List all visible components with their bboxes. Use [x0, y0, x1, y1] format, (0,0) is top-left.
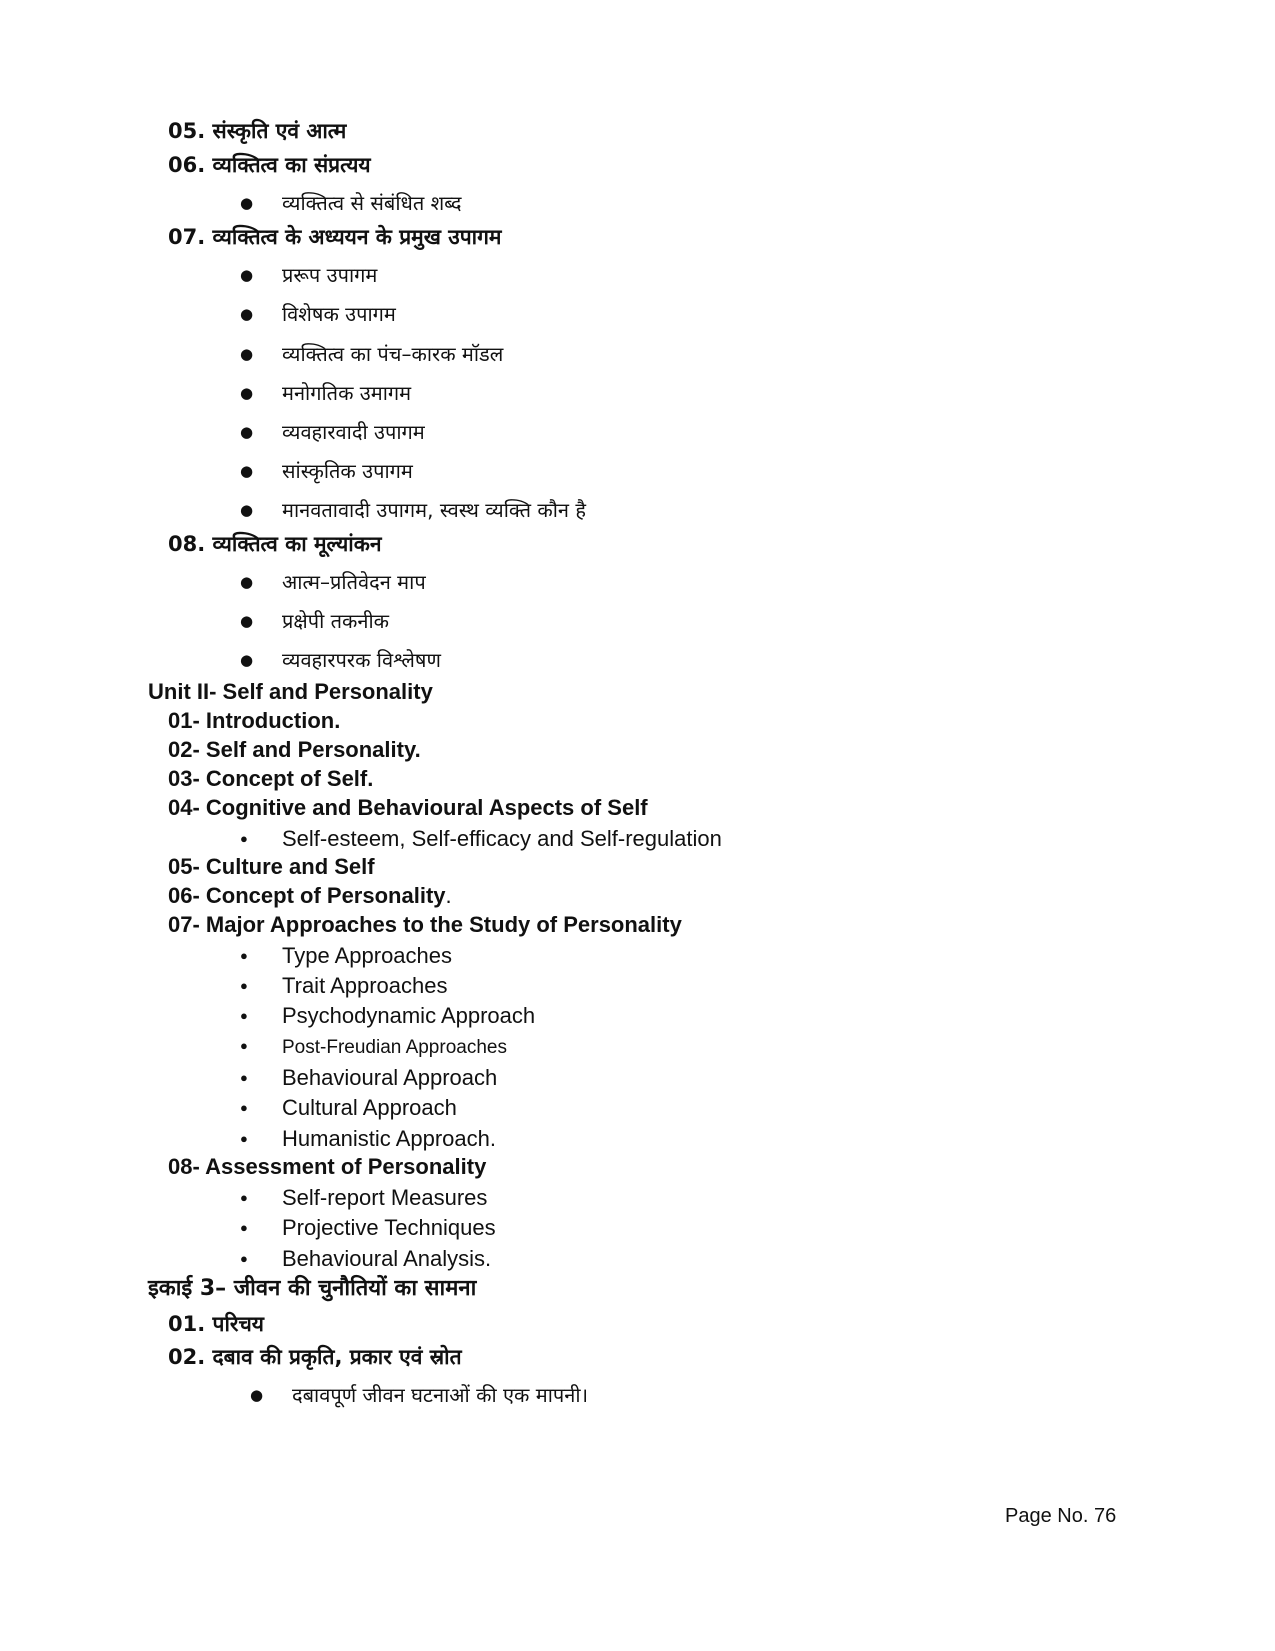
bullet-icon	[240, 825, 282, 853]
bullet-icon	[240, 568, 282, 596]
bullet-icon	[240, 300, 282, 328]
bullet-icon	[240, 972, 282, 1000]
list-item: ●दबावपूर्ण जीवन घटनाओं की एक मापनी।	[250, 1381, 588, 1409]
section-heading: 02- Self and Personality.	[168, 737, 421, 762]
list-item: ●Behavioural Analysis.	[240, 1245, 491, 1273]
list-item: ●मनोगतिक उमागम	[240, 379, 411, 407]
section-heading: 03- Concept of Self.	[168, 766, 374, 791]
section-heading: 05- Culture and Self	[168, 854, 375, 879]
bullet-icon	[240, 1245, 282, 1273]
section-heading: 06. व्यक्तित्व का संप्रत्यय	[168, 153, 371, 177]
unit-title: Unit II- Self and Personality	[148, 679, 433, 704]
bullet-icon	[240, 1064, 282, 1092]
bullet-icon	[240, 1125, 282, 1153]
list-item: ●आत्म–प्रतिवेदन माप	[240, 568, 426, 596]
bullet-icon	[240, 1032, 282, 1062]
bullet-icon	[240, 1094, 282, 1122]
page-number: Page No. 76	[1005, 1505, 1117, 1527]
bullet-icon	[240, 1184, 282, 1212]
bullet-icon	[240, 457, 282, 485]
bullet-icon	[240, 496, 282, 524]
section-heading: 01- Introduction.	[168, 708, 341, 733]
section-heading: 07. व्यक्तित्व के अध्ययन के प्रमुख उपागम	[168, 225, 502, 249]
bullet-icon	[250, 1381, 292, 1409]
section-heading: 05. संस्कृति एवं आत्म	[168, 119, 347, 143]
list-item: ●व्यवहारपरक विश्लेषण	[240, 646, 441, 674]
list-item: ●व्यक्तित्व से संबंधित शब्द	[240, 189, 461, 217]
list-item: ●Humanistic Approach.	[240, 1125, 496, 1153]
list-item: ●व्यक्तित्व का पंच–कारक मॉडल	[240, 340, 503, 368]
section-heading: 06- Concept of Personality.	[168, 883, 452, 908]
list-item: ●Psychodynamic Approach	[240, 1002, 535, 1030]
list-item: ●मानवतावादी उपागम, स्वस्थ व्यक्ति कौन है	[240, 496, 586, 524]
list-item: ●Type Approaches	[240, 942, 452, 970]
bullet-icon	[240, 340, 282, 368]
list-item: ●प्ररूप उपागम	[240, 261, 377, 289]
section-heading: 01. परिचय	[168, 1312, 264, 1336]
section-heading: 08- Assessment of Personality	[168, 1154, 487, 1179]
section-heading: 07- Major Approaches to the Study of Personality	[168, 912, 682, 937]
bullet-icon	[240, 607, 282, 635]
list-item: ●व्यवहारवादी उपागम	[240, 418, 425, 446]
list-item: ●Behavioural Approach	[240, 1064, 497, 1092]
list-item: ●Cultural Approach	[240, 1094, 457, 1122]
section-heading: 02. दबाव की प्रकृति, प्रकार एवं स्रोत	[168, 1345, 462, 1369]
list-item: ●प्रक्षेपी तकनीक	[240, 607, 389, 635]
list-item: ●Post-Freudian Approaches	[240, 1032, 507, 1062]
list-item: ●Self-report Measures	[240, 1184, 487, 1212]
bullet-icon	[240, 189, 282, 217]
list-item: ●Trait Approaches	[240, 972, 448, 1000]
list-item: ●Projective Techniques	[240, 1214, 496, 1242]
bullet-icon	[240, 646, 282, 674]
bullet-icon	[240, 261, 282, 289]
list-item: ●विशेषक उपागम	[240, 300, 396, 328]
section-heading: 04- Cognitive and Behavioural Aspects of Self	[168, 795, 648, 820]
unit-title: इकाई 3– जीवन की चुनौतियों का सामना	[148, 1276, 477, 1301]
section-heading: 08. व्यक्तित्व का मूल्यांकन	[168, 532, 382, 556]
bullet-icon	[240, 942, 282, 970]
bullet-icon	[240, 418, 282, 446]
list-item: ●सांस्कृतिक उपागम	[240, 457, 413, 485]
list-item: ●Self-esteem, Self-efficacy and Self-regulation	[240, 825, 722, 853]
bullet-icon	[240, 1002, 282, 1030]
bullet-icon	[240, 1214, 282, 1242]
bullet-icon	[240, 379, 282, 407]
